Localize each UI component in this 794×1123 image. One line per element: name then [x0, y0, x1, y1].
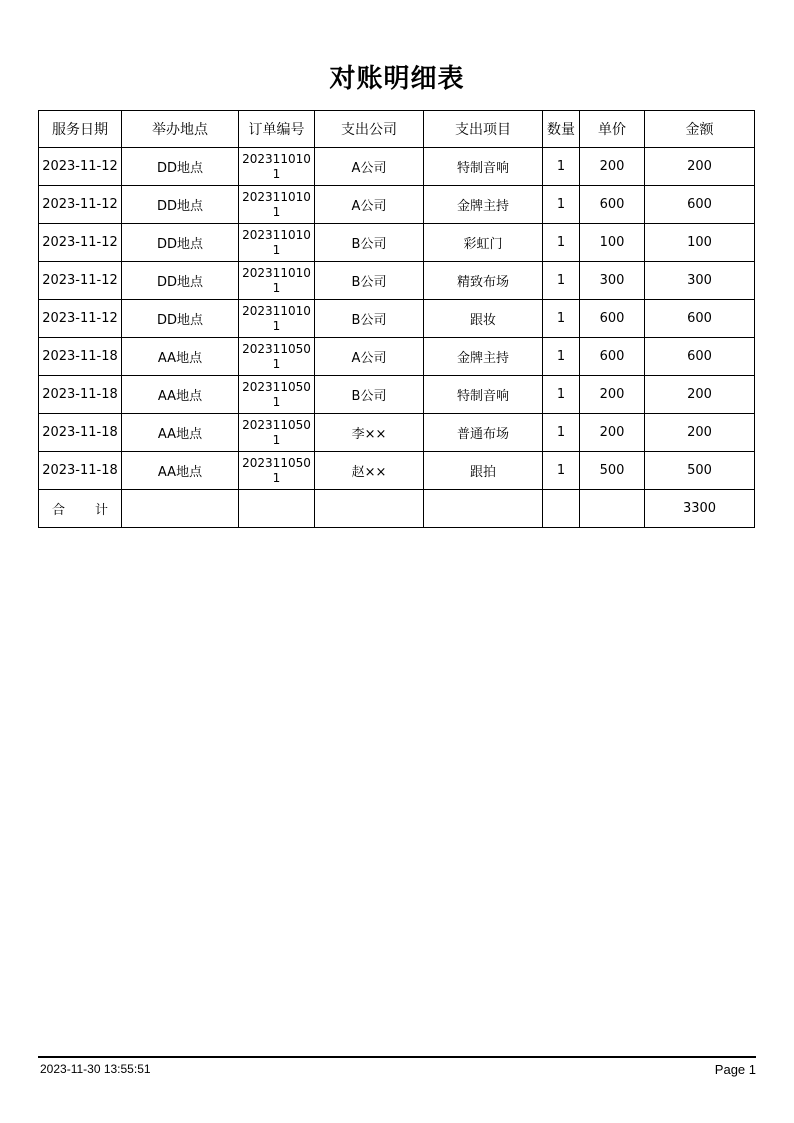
cell-company: A公司 — [315, 186, 424, 224]
cell-amount: 200 — [645, 414, 755, 452]
cell-qty: 1 — [543, 262, 580, 300]
cell-price: 300 — [580, 262, 645, 300]
cell-company: 赵×× — [315, 452, 424, 490]
cell-item: 彩虹门 — [424, 224, 543, 262]
total-empty-cell — [543, 490, 580, 528]
cell-order: 2023110101 — [239, 262, 315, 300]
cell-price: 600 — [580, 300, 645, 338]
cell-company: B公司 — [315, 262, 424, 300]
cell-company: B公司 — [315, 224, 424, 262]
table-row — [39, 414, 755, 452]
cell-date: 2023-11-18 — [39, 414, 122, 452]
cell-amount: 600 — [645, 338, 755, 376]
cell-price: 500 — [580, 452, 645, 490]
cell-company: B公司 — [315, 376, 424, 414]
cell-amount: 200 — [645, 148, 755, 186]
cell-location: AA地点 — [122, 452, 239, 490]
total-empty-cell — [122, 490, 239, 528]
cell-date: 2023-11-12 — [39, 300, 122, 338]
cell-qty: 1 — [543, 300, 580, 338]
cell-item: 特制音响 — [424, 148, 543, 186]
cell-order: 2023110501 — [239, 338, 315, 376]
cell-qty: 1 — [543, 224, 580, 262]
print-timestamp: 2023-11-30 13:55:51 — [40, 1062, 151, 1076]
cell-item: 跟妆 — [424, 300, 543, 338]
cell-order: 2023110101 — [239, 148, 315, 186]
cell-qty: 1 — [543, 186, 580, 224]
cell-item: 普通布场 — [424, 414, 543, 452]
cell-item: 跟拍 — [424, 452, 543, 490]
cell-date: 2023-11-18 — [39, 452, 122, 490]
cell-amount: 200 — [645, 376, 755, 414]
cell-location: DD地点 — [122, 224, 239, 262]
cell-location: DD地点 — [122, 262, 239, 300]
table-row — [39, 376, 755, 414]
cell-price: 100 — [580, 224, 645, 262]
total-label-left: 合 — [51, 503, 65, 518]
cell-date: 2023-11-12 — [39, 224, 122, 262]
footer-divider — [38, 1056, 756, 1058]
cell-price: 200 — [580, 148, 645, 186]
header-service-date: 服务日期 — [39, 111, 122, 148]
cell-order: 2023110101 — [239, 186, 315, 224]
cell-date: 2023-11-12 — [39, 148, 122, 186]
cell-order: 2023110501 — [239, 376, 315, 414]
cell-location: AA地点 — [122, 338, 239, 376]
total-amount: 3300 — [645, 490, 755, 528]
cell-amount: 600 — [645, 186, 755, 224]
header-quantity: 数量 — [543, 111, 580, 148]
header-amount: 金额 — [645, 111, 755, 148]
header-company: 支出公司 — [315, 111, 424, 148]
cell-qty: 1 — [543, 338, 580, 376]
cell-item: 金牌主持 — [424, 338, 543, 376]
cell-location: AA地点 — [122, 376, 239, 414]
cell-company: 李×× — [315, 414, 424, 452]
total-row — [39, 490, 755, 528]
cell-amount: 500 — [645, 452, 755, 490]
header-location: 举办地点 — [122, 111, 239, 148]
table-row — [39, 452, 755, 490]
cell-item: 精致布场 — [424, 262, 543, 300]
cell-date: 2023-11-18 — [39, 338, 122, 376]
cell-date: 2023-11-12 — [39, 262, 122, 300]
total-empty-cell — [239, 490, 315, 528]
cell-price: 200 — [580, 414, 645, 452]
cell-location: AA地点 — [122, 414, 239, 452]
cell-order: 2023110501 — [239, 452, 315, 490]
cell-order: 2023110501 — [239, 414, 315, 452]
cell-date: 2023-11-12 — [39, 186, 122, 224]
report-title: 对账明细表 — [329, 64, 465, 94]
ledger-table — [38, 110, 755, 528]
cell-amount: 100 — [645, 224, 755, 262]
cell-company: A公司 — [315, 338, 424, 376]
total-empty-cell — [315, 490, 424, 528]
total-empty-cell — [424, 490, 543, 528]
table-row — [39, 186, 755, 224]
cell-price: 600 — [580, 338, 645, 376]
cell-amount: 300 — [645, 262, 755, 300]
header-item: 支出项目 — [424, 111, 543, 148]
cell-price: 600 — [580, 186, 645, 224]
page-number: Page 1 — [714, 1062, 756, 1077]
cell-item: 金牌主持 — [424, 186, 543, 224]
header-unit-price: 单价 — [580, 111, 645, 148]
total-label — [39, 490, 122, 528]
cell-amount: 600 — [645, 300, 755, 338]
cell-qty: 1 — [543, 452, 580, 490]
table-row — [39, 338, 755, 376]
cell-company: B公司 — [315, 300, 424, 338]
cell-qty: 1 — [543, 414, 580, 452]
table-row — [39, 300, 755, 338]
table-row — [39, 262, 755, 300]
cell-order: 2023110101 — [239, 224, 315, 262]
cell-location: DD地点 — [122, 148, 239, 186]
cell-item: 特制音响 — [424, 376, 543, 414]
total-label-right: 计 — [95, 503, 109, 518]
header-row — [39, 111, 755, 148]
cell-date: 2023-11-18 — [39, 376, 122, 414]
cell-location: DD地点 — [122, 186, 239, 224]
cell-location: DD地点 — [122, 300, 239, 338]
cell-order: 2023110101 — [239, 300, 315, 338]
cell-qty: 1 — [543, 148, 580, 186]
cell-price: 200 — [580, 376, 645, 414]
total-empty-cell — [580, 490, 645, 528]
table-row — [39, 148, 755, 186]
cell-company: A公司 — [315, 148, 424, 186]
table-row — [39, 224, 755, 262]
header-order-number: 订单编号 — [239, 111, 315, 148]
cell-qty: 1 — [543, 376, 580, 414]
